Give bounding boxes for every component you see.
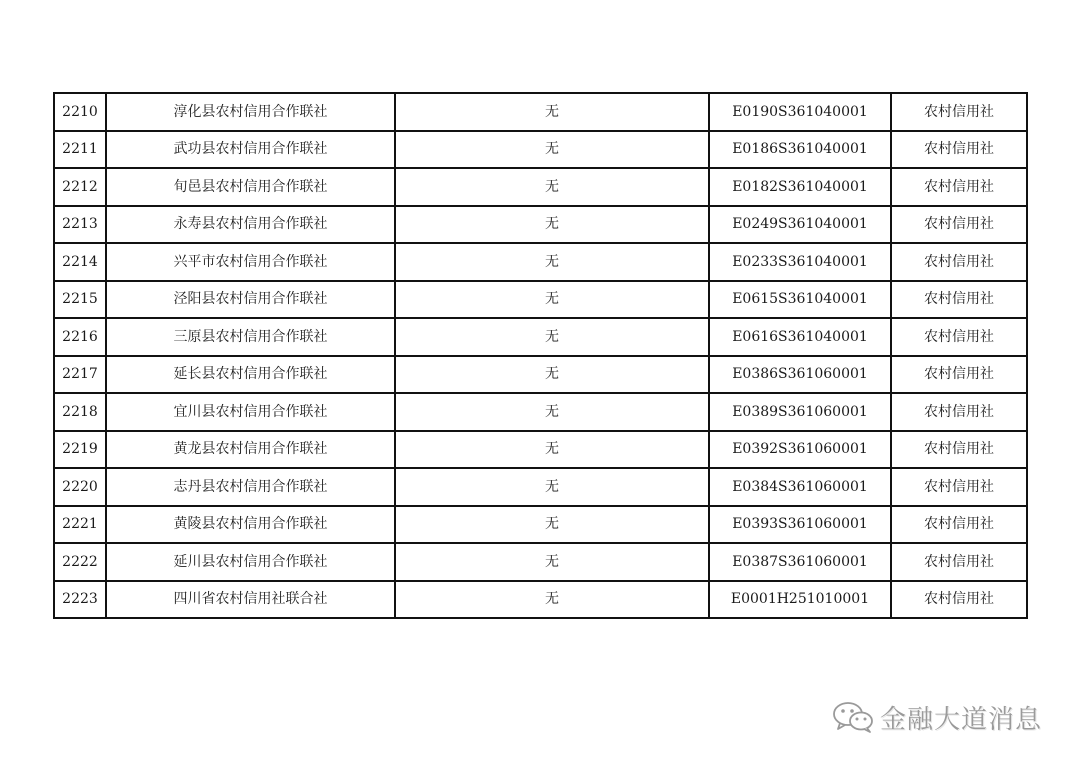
institution-code-cell: E0233S361040001 (709, 243, 891, 281)
institution-code-cell: E0387S361060001 (709, 543, 891, 581)
institution-name-cell: 四川省农村信用社联合社 (106, 581, 395, 619)
institution-code-cell: E0615S361040001 (709, 281, 891, 319)
table-row (54, 506, 1027, 544)
institution-code-cell: E0182S361040001 (709, 168, 891, 206)
institution-code-cell: E0393S361060001 (709, 506, 891, 544)
watermark (832, 697, 1042, 737)
institution-code-cell: E0389S361060001 (709, 393, 891, 431)
row-number-cell: 2220 (54, 468, 106, 506)
institution-name-cell: 黄陵县农村信用合作联社 (106, 506, 395, 544)
other-name-cell: 无 (395, 206, 709, 244)
row-number-cell: 2217 (54, 356, 106, 394)
institution-code-cell: E0392S361060001 (709, 431, 891, 469)
institution-name-cell: 延川县农村信用合作联社 (106, 543, 395, 581)
institution-type-cell: 农村信用社 (891, 393, 1027, 431)
row-number-cell: 2212 (54, 168, 106, 206)
institution-type-cell: 农村信用社 (891, 543, 1027, 581)
institution-name-cell: 志丹县农村信用合作联社 (106, 468, 395, 506)
institution-name-cell: 延长县农村信用合作联社 (106, 356, 395, 394)
institution-type-cell: 农村信用社 (891, 168, 1027, 206)
other-name-cell: 无 (395, 581, 709, 619)
row-number-cell: 2216 (54, 318, 106, 356)
other-name-cell: 无 (395, 281, 709, 319)
other-name-cell: 无 (395, 243, 709, 281)
institution-code-cell: E0616S361040001 (709, 318, 891, 356)
table-body (54, 93, 1027, 618)
institution-name-cell: 永寿县农村信用合作联社 (106, 206, 395, 244)
institution-type-cell: 农村信用社 (891, 468, 1027, 506)
institution-code-cell: E0186S361040001 (709, 131, 891, 169)
other-name-cell: 无 (395, 356, 709, 394)
institution-name-cell: 泾阳县农村信用合作联社 (106, 281, 395, 319)
watermark-text: 金融大道消息 (880, 704, 1043, 735)
institution-type-cell: 农村信用社 (891, 356, 1027, 394)
institution-type-cell: 农村信用社 (891, 581, 1027, 619)
institution-code-cell: E0384S361060001 (709, 468, 891, 506)
institution-code-cell: E0001H251010001 (709, 581, 891, 619)
institution-table (53, 92, 1028, 619)
institution-name-cell: 黄龙县农村信用合作联社 (106, 431, 395, 469)
table-row (54, 393, 1027, 431)
other-name-cell: 无 (395, 506, 709, 544)
institution-name-cell: 兴平市农村信用合作联社 (106, 243, 395, 281)
table-row (54, 281, 1027, 319)
table-row (54, 168, 1027, 206)
row-number-cell: 2219 (54, 431, 106, 469)
table-row (54, 318, 1027, 356)
other-name-cell: 无 (395, 131, 709, 169)
institution-type-cell: 农村信用社 (891, 243, 1027, 281)
table-row (54, 356, 1027, 394)
row-number-cell: 2210 (54, 93, 106, 131)
wechat-icon (832, 700, 874, 734)
other-name-cell: 无 (395, 431, 709, 469)
table-row (54, 206, 1027, 244)
institution-name-cell: 武功县农村信用合作联社 (106, 131, 395, 169)
other-name-cell: 无 (395, 168, 709, 206)
table-row (54, 131, 1027, 169)
table-row (54, 468, 1027, 506)
other-name-cell: 无 (395, 93, 709, 131)
institution-type-cell: 农村信用社 (891, 506, 1027, 544)
institution-name-cell: 宜川县农村信用合作联社 (106, 393, 395, 431)
institution-name-cell: 三原县农村信用合作联社 (106, 318, 395, 356)
other-name-cell: 无 (395, 318, 709, 356)
row-number-cell: 2222 (54, 543, 106, 581)
table-row (54, 543, 1027, 581)
institution-type-cell: 农村信用社 (891, 131, 1027, 169)
table-row (54, 243, 1027, 281)
institution-type-cell: 农村信用社 (891, 281, 1027, 319)
institution-name-cell: 旬邑县农村信用合作联社 (106, 168, 395, 206)
table-row (54, 93, 1027, 131)
row-number-cell: 2214 (54, 243, 106, 281)
institution-type-cell: 农村信用社 (891, 206, 1027, 244)
row-number-cell: 2215 (54, 281, 106, 319)
table-row (54, 431, 1027, 469)
other-name-cell: 无 (395, 543, 709, 581)
row-number-cell: 2223 (54, 581, 106, 619)
row-number-cell: 2211 (54, 131, 106, 169)
institution-type-cell: 农村信用社 (891, 431, 1027, 469)
other-name-cell: 无 (395, 468, 709, 506)
institution-type-cell: 农村信用社 (891, 93, 1027, 131)
row-number-cell: 2218 (54, 393, 106, 431)
other-name-cell: 无 (395, 393, 709, 431)
institution-code-cell: E0249S361040001 (709, 206, 891, 244)
row-number-cell: 2213 (54, 206, 106, 244)
institution-code-cell: E0386S361060001 (709, 356, 891, 394)
institution-code-cell: E0190S361040001 (709, 93, 891, 131)
row-number-cell: 2221 (54, 506, 106, 544)
institution-name-cell: 淳化县农村信用合作联社 (106, 93, 395, 131)
institution-type-cell: 农村信用社 (891, 318, 1027, 356)
table-row (54, 581, 1027, 619)
